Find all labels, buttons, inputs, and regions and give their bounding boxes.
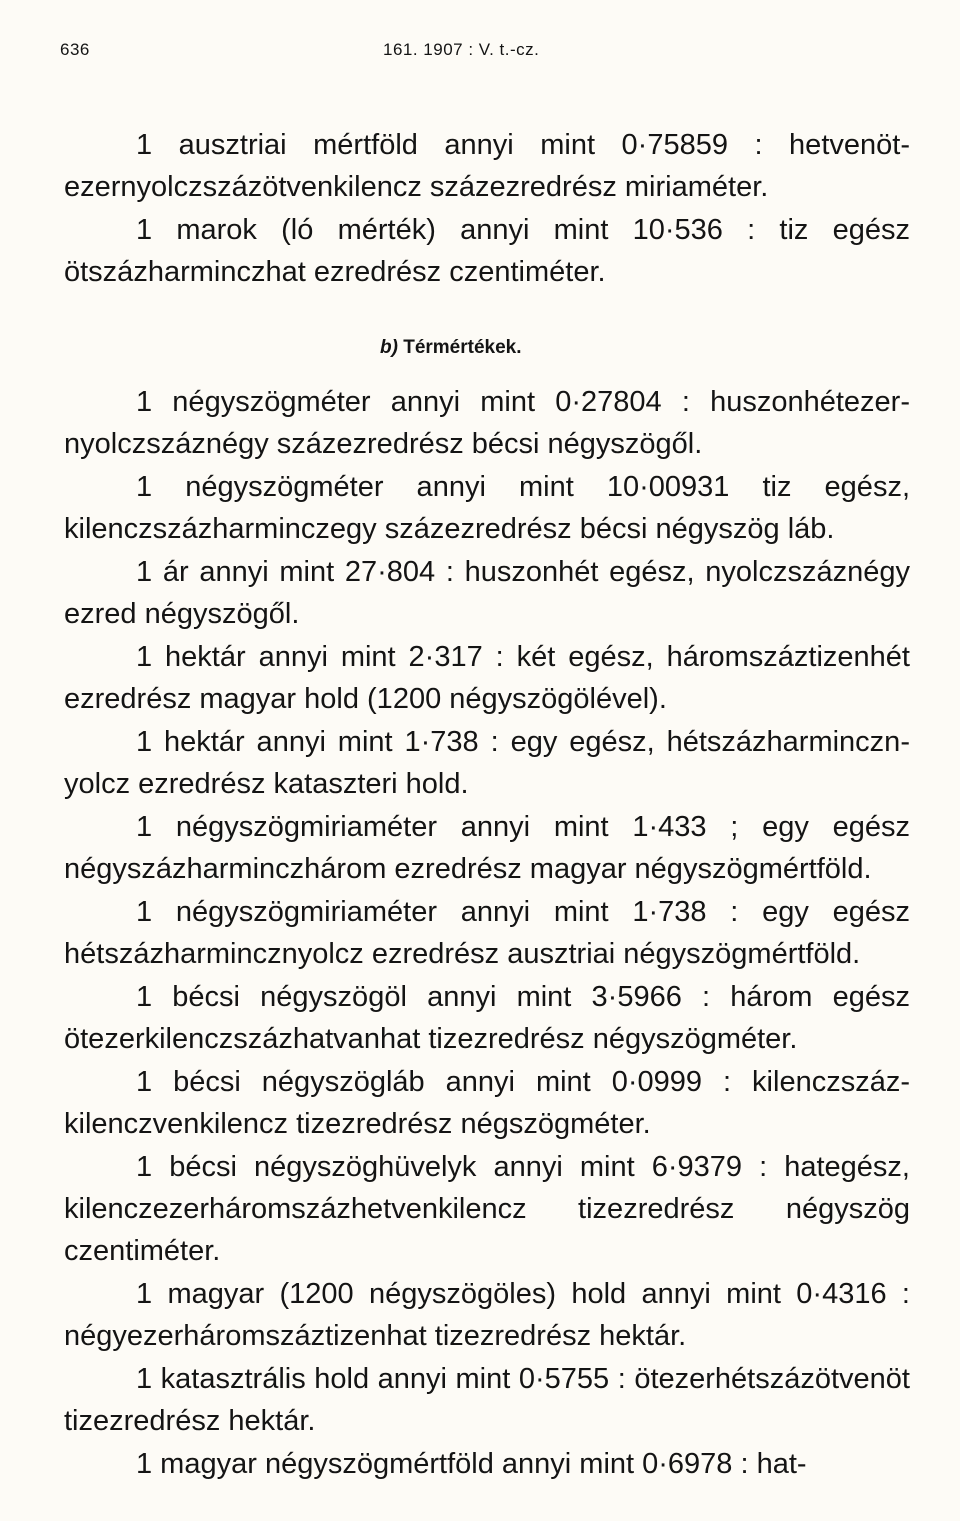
- paragraph-austrian-mile: 1 ausztriai mértföld annyi mint 0·75859 : hetvenötezernyolczszázötvenkilencz százezredrész miriaméter.: [64, 129, 910, 203]
- page-number: 636: [60, 40, 90, 59]
- paragraph-vienna-sq-foot: 1 bécsi négyszögláb annyi mint 0·0999 : kilenczszázkilenczvenkilencz tizezredrész négszögméter.: [64, 1066, 910, 1140]
- running-header: 161. 1907 : V. t.-cz.: [383, 40, 540, 59]
- paragraph-hectare-cadastral-hold: 1 hektár annyi mint 1·738 : egy egész, hétszázharmincznyolcz ezredrész kataszteri hold.: [64, 726, 910, 800]
- paragraph-vienna-sq-inch: 1 bécsi négyszöghüvelyk annyi mint 6·9379 : hategész, kilenczezerháromszázhetvenkilencz tizezredrész négyszög czentiméter.: [64, 1151, 910, 1267]
- paragraph-hungarian-hold: 1 magyar (1200 négyszögöles) hold annyi mint 0·4316 : négyezerháromszáztizenhat tizezredrész hektár.: [64, 1278, 910, 1352]
- section-label: b): [380, 337, 398, 358]
- section-title: Térmértékek.: [403, 337, 522, 358]
- paragraph-sq-meter-fathom: 1 négyszögméter annyi mint 0·27804 : huszonhétezernyolczszáznégy százezredrész bécsi négyszögől.: [64, 386, 910, 460]
- section-heading: [64, 335, 910, 361]
- paragraph-cadastral-hold: 1 katasztrális hold annyi mint 0·5755 : ötezerhétszázötvenöt tizezredrész hektár.: [64, 1363, 910, 1437]
- paragraph-sq-myriameter-hungarian: 1 négyszögmiriaméter annyi mint 1·433 ; egy egész négyszázharminczhárom ezredrész magyar négyszögmértföld.: [64, 811, 910, 885]
- paragraph-hungarian-sq-mile: 1 magyar négyszögmértföld annyi mint 0·6978 : hat-: [136, 1448, 807, 1480]
- paragraph-sq-myriameter-austrian: 1 négyszögmiriaméter annyi mint 1·738 : egy egész hétszázharmincznyolcz ezredrész ausztriai négyszögmértföld.: [64, 896, 910, 970]
- paragraph-hectare-hungarian-hold: 1 hektár annyi mint 2·317 : két egész, háromszáztizenhét ezredrész magyar hold (1200 négyszögölével).: [64, 641, 910, 715]
- paragraph-sq-meter-foot: 1 négyszögméter annyi mint 10·00931 tiz egész, kilenczszázharminczegy százezredrész bécsi négyszög láb.: [64, 471, 910, 545]
- paragraph-are: 1 ár annyi mint 27·804 : huszonhét egész, nyolczszáznégy ezred négyszögől.: [64, 556, 910, 630]
- paragraph-hand-measure: 1 marok (ló mérték) annyi mint 10·536 : tiz egész ötszázharminczhat ezredrész czentiméter.: [64, 214, 910, 288]
- paragraph-vienna-sq-fathom: 1 bécsi négyszögöl annyi mint 3·5966 : három egész ötezerkilenczszázhatvanhat tizezredrész négyszögméter.: [64, 981, 910, 1055]
- body-text: [64, 124, 910, 1486]
